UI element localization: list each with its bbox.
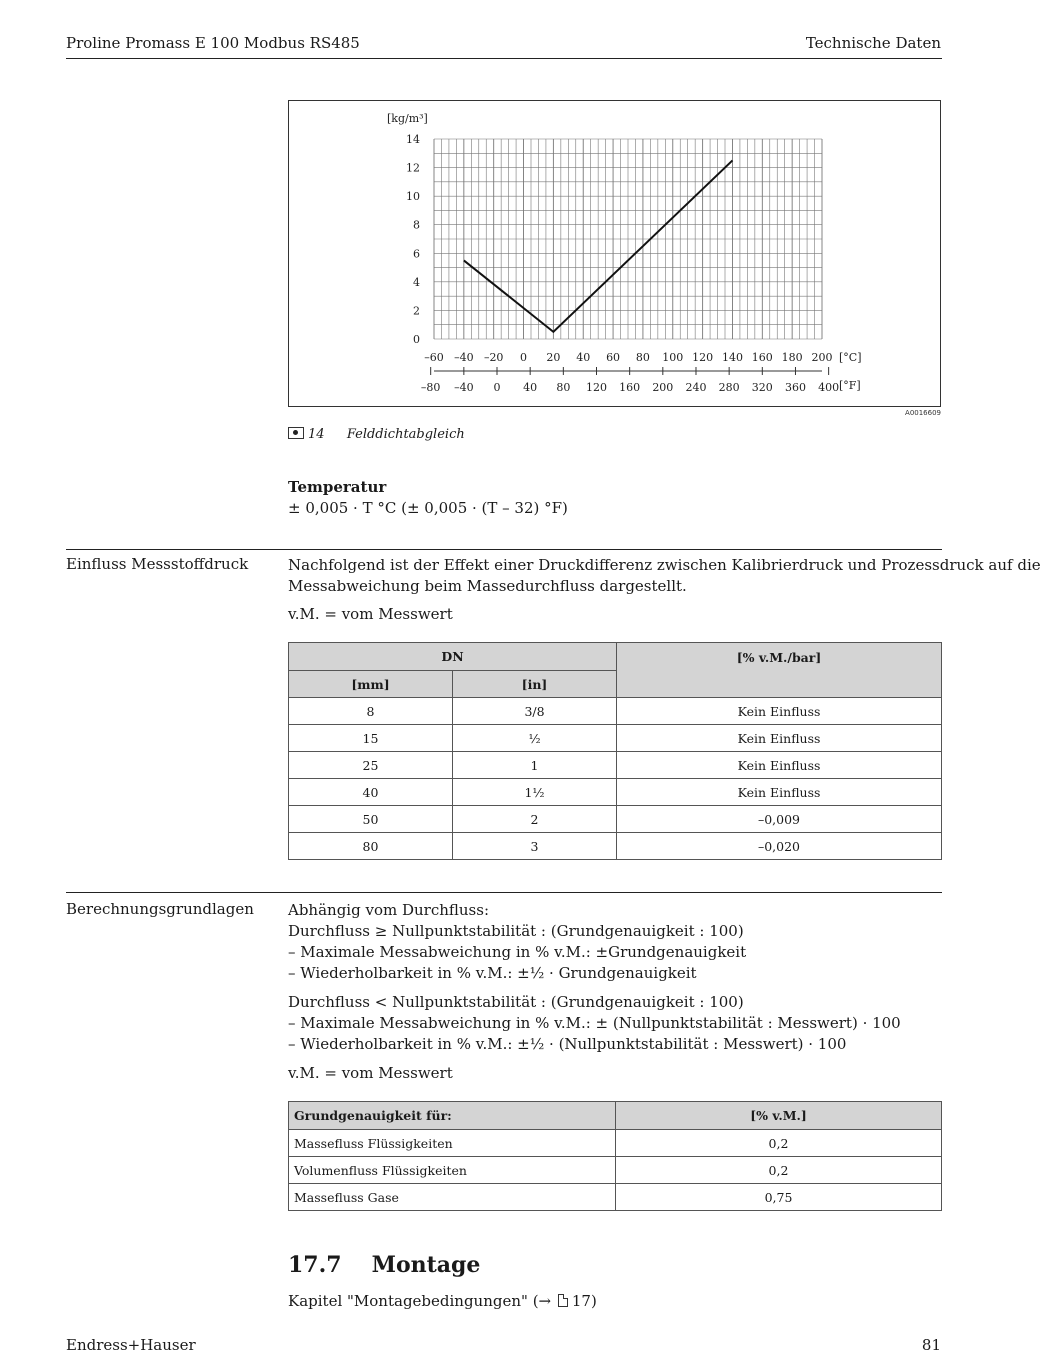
cell-value: Kein Einfluss (617, 752, 942, 779)
x-axis-label-f: [°F] (839, 379, 861, 392)
th-value: [% v.M./bar] (617, 643, 942, 698)
y-tick-label: 6 (413, 247, 420, 261)
table-row (289, 752, 942, 779)
temperature-title: Temperatur (288, 478, 387, 496)
x-tick-label-f: 320 (751, 381, 773, 394)
x-tick-label-f: 160 (619, 381, 641, 394)
footer-company: Endress+Hauser (66, 1336, 196, 1354)
table-row (289, 1157, 942, 1184)
y-tick-label: 2 (413, 304, 420, 318)
pressure-rule (66, 549, 942, 550)
x-tick-label-f: 0 (493, 381, 501, 394)
cell-mm: 8 (289, 698, 453, 725)
table-row (289, 779, 942, 806)
calc-line-7: – Wiederholbarkeit in % v.M.: ±½ · (Nullpunktstabilität : Messwert) · 100 (288, 1035, 847, 1053)
cell-value: 0,2 (616, 1157, 942, 1184)
calc-line-6: – Maximale Messabweichung in % v.M.: ± (Nullpunktstabilität : Messwert) · 100 (288, 1014, 901, 1032)
cell-in: 3/8 (453, 698, 617, 725)
pressure-label: Einfluss Messstoffdruck (66, 555, 249, 573)
cell-value: 0,2 (616, 1130, 942, 1157)
cell-in: 2 (453, 806, 617, 833)
calc-label: Berechnungsgrundlagen (66, 900, 254, 918)
x-tick-label-c: –60 (424, 351, 444, 364)
calc-line-3: – Maximale Messabweichung in % v.M.: ±Grundgenauigkeit (288, 943, 747, 961)
cell-mm: 40 (289, 779, 453, 806)
table-row (289, 698, 942, 725)
y-tick-label: 12 (406, 161, 420, 175)
table-row (289, 806, 942, 833)
x-tick-label-c: 160 (751, 351, 773, 364)
th-in: [in] (453, 671, 617, 698)
pressure-text-1: Nachfolgend ist der Effekt einer Druckdifferenz zwischen Kalibrierdruck und Prozessdruck auf die (288, 556, 1041, 574)
cell-mm: 80 (289, 833, 453, 860)
x-tick-label-c: 0 (520, 351, 528, 364)
th-accuracy: Grundgenauigkeit für: (289, 1102, 616, 1130)
y-tick-label: 8 (413, 218, 420, 232)
section-heading (288, 1252, 480, 1278)
chart-frame (288, 100, 941, 407)
cell-medium: Volumenfluss Flüssigkeiten (289, 1157, 616, 1184)
cell-in: 3 (453, 833, 617, 860)
x-tick-label-f: 240 (685, 381, 707, 394)
x-tick-label-c: 100 (662, 351, 684, 364)
x-tick-label-f: 280 (718, 381, 740, 394)
cell-mm: 15 (289, 725, 453, 752)
cell-value: Kein Einfluss (617, 725, 942, 752)
section-text (288, 1291, 597, 1312)
x-tick-label-c: 120 (692, 351, 714, 364)
header-section: Technische Daten (805, 34, 941, 52)
x-tick-label-c: 40 (576, 351, 591, 364)
section-title: Montage (371, 1252, 481, 1278)
cell-value: –0,009 (617, 806, 942, 833)
cell-value: Kein Einfluss (617, 698, 942, 725)
cell-in: 1½ (453, 779, 617, 806)
cell-mm: 25 (289, 752, 453, 779)
density-chart (289, 101, 939, 405)
x-tick-label-f: 120 (585, 381, 607, 394)
section-number: 17.7 (288, 1252, 342, 1278)
th-mm: [mm] (289, 671, 453, 698)
x-tick-label-c: –20 (483, 351, 504, 364)
x-tick-label-c: 200 (811, 351, 833, 364)
x-tick-label-f: –80 (420, 381, 441, 394)
calc-rule (66, 892, 942, 893)
section-ref[interactable]: 17) (571, 1292, 597, 1310)
figure-caption-text: Felddichtabgleich (346, 427, 465, 442)
x-tick-label-c: 180 (781, 351, 803, 364)
th-dn: DN (289, 643, 617, 671)
cell-value: Kein Einfluss (617, 779, 942, 806)
y-tick-label: 0 (413, 333, 420, 346)
cell-medium: Massefluss Gase (289, 1184, 616, 1211)
table-row (289, 1184, 942, 1211)
page-number: 81 (921, 1336, 941, 1354)
calc-vm: v.M. = vom Messwert (288, 1064, 453, 1082)
calc-line-5: Durchfluss < Nullpunktstabilität : (Grundgenauigkeit : 100) (288, 993, 744, 1011)
x-tick-label-f: 400 (818, 381, 840, 394)
figure-caption (288, 426, 465, 442)
cell-in: ½ (453, 725, 617, 752)
y-tick-label: 14 (406, 133, 420, 146)
x-axis-label-c: [°C] (839, 351, 862, 364)
x-tick-label-c: 80 (635, 351, 650, 364)
cell-mm: 50 (289, 806, 453, 833)
figure-number: 14 (308, 427, 325, 442)
pressure-table (288, 642, 942, 860)
x-tick-label-f: 80 (556, 381, 571, 394)
x-tick-label-f: 200 (652, 381, 674, 394)
cell-in: 1 (453, 752, 617, 779)
x-tick-label-c: 140 (721, 351, 743, 364)
y-tick-label: 10 (406, 190, 420, 204)
table-row (289, 833, 942, 860)
header-title: Proline Promass E 100 Modbus RS485 (66, 34, 360, 52)
table-row (289, 1130, 942, 1157)
x-tick-label-c: –40 (454, 351, 474, 364)
calc-line-4: – Wiederholbarkeit in % v.M.: ±½ · Grundgenauigkeit (288, 964, 697, 982)
figure-code: A0016609 (905, 409, 941, 417)
section-text-main: Kapitel "Montagebedingungen" (→ (288, 1292, 556, 1310)
cell-value: 0,75 (616, 1184, 942, 1211)
temperature-formula: ± 0,005 · T °C (± 0,005 · (T – 32) °F) (288, 499, 568, 517)
calc-line-1: Abhängig vom Durchfluss: (288, 901, 489, 919)
page-ref-icon[interactable] (558, 1294, 568, 1307)
y-tick-label: 4 (413, 275, 420, 289)
header-rule (66, 58, 942, 59)
x-tick-label-f: –40 (454, 381, 474, 394)
x-tick-label-c: 60 (606, 351, 621, 364)
x-tick-label-f: 360 (784, 381, 806, 394)
y-axis-label: [kg/m³] (387, 112, 428, 125)
th-percent: [% v.M.] (616, 1102, 942, 1130)
table-row (289, 725, 942, 752)
cell-medium: Massefluss Flüssigkeiten (289, 1130, 616, 1157)
accuracy-table (288, 1101, 942, 1211)
figure-icon (288, 427, 304, 439)
x-tick-label-f: 40 (523, 381, 538, 394)
pressure-text-2: Messabweichung beim Massedurchfluss dargestellt. (288, 577, 687, 595)
calc-line-2: Durchfluss ≥ Nullpunktstabilität : (Grundgenauigkeit : 100) (288, 922, 744, 940)
x-tick-label-c: 20 (546, 351, 561, 364)
cell-value: –0,020 (617, 833, 942, 860)
pressure-vm: v.M. = vom Messwert (288, 605, 453, 623)
